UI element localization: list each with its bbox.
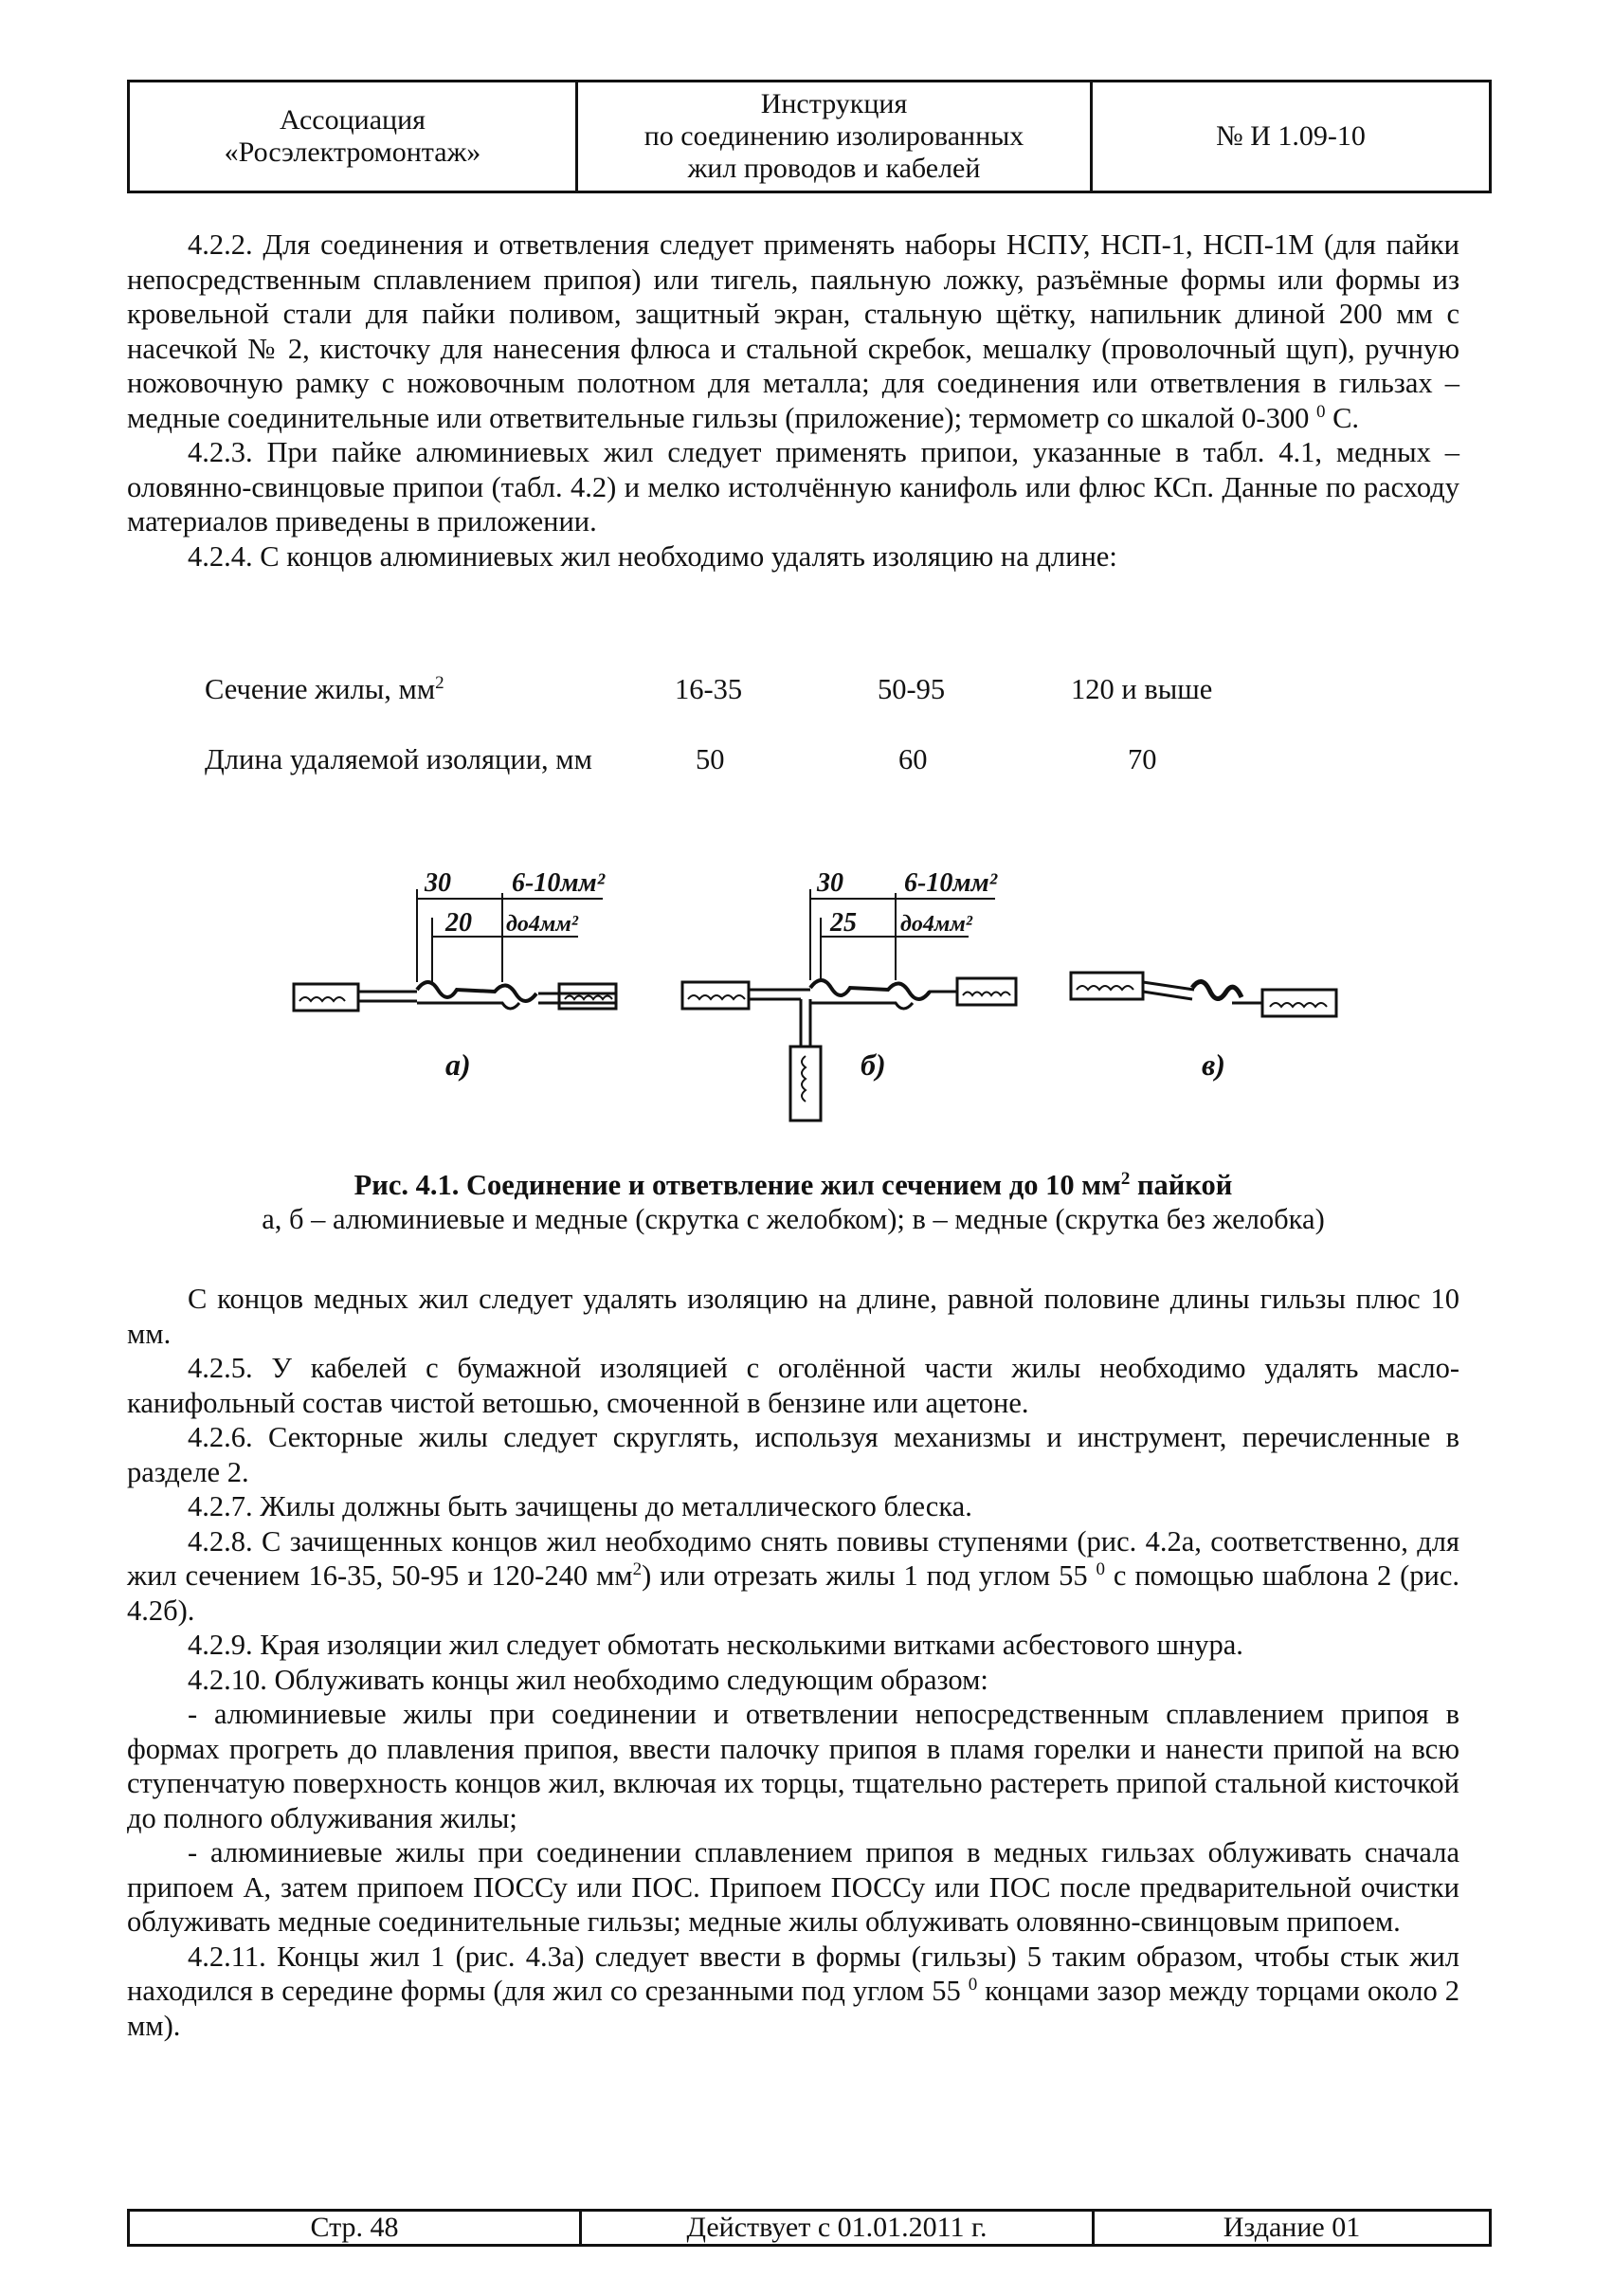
footer-page: Стр. 48 — [129, 2211, 581, 2246]
paragraph-4-2-6: 4.2.6. Секторные жилы следует скруглять, используя механизмы и инструмент, перечисленные в разделе 2. — [127, 1421, 1459, 1488]
paragraph-4-2-11: 4.2.11. Концы жил 1 (рис. 4.3а) следует ввести в формы (гильзы) 5 таким образом, чтобы стык жил находился в середине формы (для жил со срезанными под углом 55 $^0$ концами зазор между торцами около 2 мм). — [127, 1940, 1459, 2042]
paragraph-4-2-2: 4.2.2. Для соединения и ответвления следует применять наборы НСПУ, НСП-1, НСП-1М (для пайки непосредственным сплавлением припоя) или тигель, паяльную ложку, разъёмные формы или формы из кровельной стали для пайки поливом, защитный экран, стальную щётку, напильник длиной 200 мм с насечкой № 2, кисточку для нанесения флюса и стальной скребок, мешалку (проволочный щуп), ручную ножовочную рамку с ножовочным полотном для металла; для соединения или ответвления в гильзах – медные соединительные или ответвительные гильзы (приложение); термометр со шкалой 0-300 $^0$ С. — [127, 228, 1459, 434]
fig-b-dim-outer: 30 — [817, 868, 843, 898]
text-block-bottom — [127, 1282, 1459, 2043]
paragraph-4-2-10: 4.2.10. Облуживать концы жил необходимо следующим образом: — [188, 1663, 988, 1696]
row1-value-1: 16-35 — [675, 673, 743, 705]
figure-b — [682, 868, 1016, 1121]
fig-c-label: в) — [1202, 1048, 1225, 1082]
paragraph-4-2-5: 4.2.5. У кабелей с бумажной изоляцией с оголённой части жилы необходимо удалять масло-канифольный состав чистой ветошью, смоченной в бензине или ацетоне. — [127, 1352, 1459, 1419]
fig-a-dim-outer: 30 — [425, 868, 451, 898]
paragraph-4-2-7: 4.2.7. Жилы должны быть зачищены до металлического блеска. — [188, 1490, 972, 1522]
paragraph-4-2-9: 4.2.9. Края изоляции жил следует обмотать несколькими витками асбестового шнура. — [188, 1629, 1243, 1661]
fig-b-dim-inner: 25 — [830, 908, 857, 938]
row1-label: Сечение жилы, $мм^2$ — [205, 672, 444, 705]
figure-4-1 — [284, 861, 1384, 1136]
fig-a-label: а) — [445, 1048, 471, 1082]
paragraph-copper: С концов медных жил следует удалять изоляцию на длине, равной половине длины гильзы плюс 10 мм. — [127, 1283, 1459, 1350]
paragraph-4-2-8: 4.2.8. С зачищенных концов жил необходимо снять повивы ступенями (рис. 4.2а, соответственно, для жил сечением 16-35, 50-95 и 120-240 $мм^2$) или отрезать жилы 1 под углом 55 $^0$ с помощью шаблона 2 (рис. 4.2б). — [127, 1524, 1460, 1627]
paragraph-4-2-10-item2: - алюминиевые жилы при соединении сплавлением припоя в медных гильзах облуживать сначала припоем А, затем припоем ПОССу или ПОС. Припоем ПОССу или ПОС после предварительной очистки облуживать медные соединительные гильзы; медные жилы облуживать оловянно-свинцовым припоем. — [127, 1836, 1459, 1938]
row2-value-1: 50 — [696, 743, 725, 775]
header-table — [127, 80, 1492, 193]
fig-b-section-big: 6-10мм² — [904, 868, 998, 898]
org-line2: «Росэлектромонтаж» — [224, 137, 481, 168]
caption-subtitle: а, б – алюминиевые и медные (скрутка с желобком); в – медные (скрутка без желобка) — [262, 1203, 1325, 1235]
row1-value-2: 50-95 — [878, 673, 946, 705]
header-title — [577, 82, 1092, 192]
figure-c — [1071, 973, 1336, 1082]
row1-value-3: 120 и выше — [1071, 673, 1213, 705]
row2-value-2: 60 — [898, 743, 928, 775]
paragraph-4-2-10-item1: - алюминиевые жилы при соединении и ответвлении непосредственным сплавлением припоя в формах прогреть до плавления припоя, ввести палочку припоя в пламя горелки и нанести припой на всю ступенчатую поверхность концов жил, включая их торцы, тщательно растереть припой стальной кисточкой до полного облуживания жилы; — [127, 1698, 1459, 1834]
text-block-top — [127, 228, 1459, 574]
header-organization — [129, 82, 577, 192]
paragraph-4-2-3: 4.2.3. При пайке алюминиевых жил следует применять припои, указанные в табл. 4.1, медных – оловянно-свинцовые припои (табл. 4.2) и мелко истолчённую канифоль или флюс КСп. Данные по расходу материалов приведены в приложении. — [127, 436, 1459, 538]
fig-b-label: б) — [861, 1048, 886, 1082]
row2-label: Длина удаляемой изоляции, мм — [205, 743, 592, 775]
org-line1: Ассоциация — [280, 104, 426, 136]
header-doc-number — [1092, 82, 1491, 192]
fig-a-section-small: до4мм² — [506, 912, 578, 937]
fig-b-section-small: до4мм² — [900, 912, 972, 937]
caption-title: Рис. 4.1. Соединение и ответвление жил сечением до 10 $мм^2$ пайкой — [353, 1168, 1233, 1201]
title-line2: по соединению изолированных — [643, 120, 1024, 152]
paragraph-4-2-4: 4.2.4. С концов алюминиевых жил необходимо удалять изоляцию на длине: — [188, 539, 1117, 573]
fig-a-section-big: 6-10мм² — [512, 868, 606, 898]
row2-value-3: 70 — [1128, 743, 1157, 775]
fig-a-dim-inner: 20 — [445, 908, 472, 938]
doc-number: № И 1.09-10 — [1216, 120, 1366, 152]
title-line1: Инструкция — [760, 88, 908, 119]
footer-valid-from: Действует с 01.01.2011 г. — [581, 2211, 1094, 2246]
figure-a — [294, 868, 616, 1082]
figure-caption — [127, 1168, 1459, 1236]
title-line3: жил проводов и кабелей — [687, 153, 981, 184]
footer-edition: Издание 01 — [1094, 2211, 1491, 2246]
footer-table — [127, 2209, 1492, 2247]
